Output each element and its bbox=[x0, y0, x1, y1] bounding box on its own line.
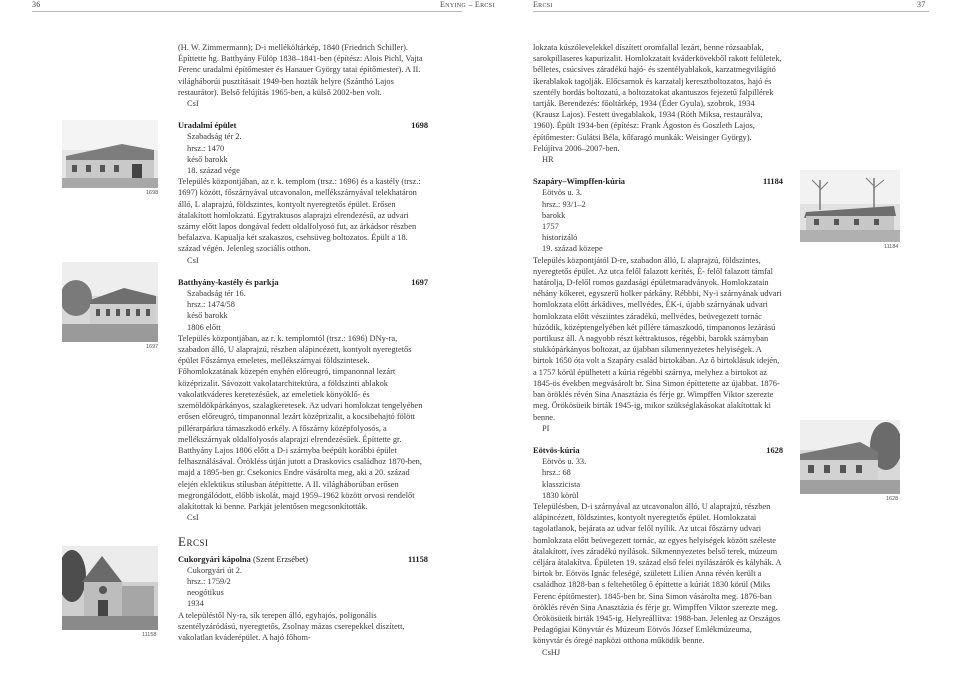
entry-hrsz: hrsz.: 1759/2 bbox=[187, 576, 231, 586]
left-text-column bbox=[178, 42, 428, 643]
photo-szapary-kuria bbox=[800, 170, 900, 242]
entry-eotvos-heading bbox=[533, 445, 783, 456]
intro-signature: CsI bbox=[187, 99, 199, 109]
entry-description: A településtől Ny-ra, sík terepen álló, egyhajós, poligonális szentélyzáródású, nyeregtetős, Zsolnay mázas cserepekkel díszített, vakolatlan kváderépület. A hajó főhom- bbox=[178, 610, 405, 642]
caption-1697: 1697 bbox=[146, 344, 159, 350]
photo-uradalmi-epulet bbox=[62, 120, 158, 188]
entry-date-2: 19. század közepe bbox=[542, 244, 603, 254]
entry-description: Település központjában, az r. k. templom (trsz.: 1696) és a kastély (trsz.: 1697) között, főszárnyával utcavonalon, mellékszárnyával telekhatáron álló, L alaprajzú, földszintes, kontyolt nyeregtetős épület. Erősen átalakított homlokzatú. Egytraktusos alaprajzi elrendezésű, az udvari szárny előtt lapos dongával fedett oldalfolyosó fut, az árkádsor részben befalazva. Kapualja két szakaszos, csehsüveg boltozatos. Épült a 18. század végén. Jelenleg szociális otthon. bbox=[178, 177, 421, 254]
entry-date: 1830 körül bbox=[542, 490, 579, 500]
left-header-rule bbox=[32, 11, 462, 12]
entry-style: barokk bbox=[542, 210, 566, 220]
entry-number: 11158 bbox=[407, 554, 428, 564]
entry-hrsz: hrsz.: 1474/58 bbox=[187, 300, 235, 310]
entry-address: Szabadság tér 2. bbox=[187, 132, 242, 142]
entry-style: klasszicista bbox=[542, 479, 581, 489]
right-running-head: Ercsi bbox=[533, 0, 553, 9]
entry-signature: CsI bbox=[187, 255, 199, 265]
entry-signature: CsHJ bbox=[542, 647, 561, 657]
entry-hrsz: hrsz.: 68 bbox=[542, 468, 571, 478]
entry-kastely-heading bbox=[178, 277, 428, 288]
entry-subtitle: (Szent Erzsébet) bbox=[252, 554, 309, 564]
entry-title: Uradalmi épület bbox=[178, 121, 237, 131]
entry-hrsz: hrsz.: 1470 bbox=[187, 143, 225, 153]
entry-address: Eötvös u. 3. bbox=[542, 188, 583, 198]
right-text-column bbox=[533, 42, 783, 658]
right-header-rule bbox=[533, 11, 929, 12]
continued-text: lokzata kúszólevelekkel díszített oromfallal lezárt, benne rózsaablak, sarokpillaseres kapurizalit. Homlokzatait kváderkövekből rakott felületek, bélletes, csúcsíves záradékú hajó- és szentélyablakok, karzatmegvilágító íkerablakok tagolják. Előcsarnok és karzatalj keresztboltozatos, hajó és szentély bordás boltozatú, a boltozatokat akantuszos fejezetű falpillérek tartják. Berendezés: főoltárkép, 1934 (Éder Gyula), szobrok, 1934 (Krausz Lajos). Festett üvegablakok, 1934 (Róth Miksa, restaurálva, 1960). Épült 1934-ben (építész: Frank Ágoston és Goszleth Lajos, építőmester: Gulátsi Béla, kőfaragó munkák: Weisinger György). Felújítva 2006–2007-ben. bbox=[533, 43, 782, 153]
caption-1628: 1628 bbox=[886, 496, 899, 502]
photo-cukorgyari-kapolna bbox=[62, 546, 158, 630]
entry-kapolna-heading bbox=[178, 554, 428, 565]
left-running-head: Enying – Ercsi bbox=[440, 0, 495, 9]
entry-date: 1934 bbox=[187, 599, 204, 609]
entry-date: 1806 előtt bbox=[187, 322, 221, 332]
entry-szapary-heading bbox=[533, 176, 783, 187]
entry-title: Eötvös-kúria bbox=[533, 445, 580, 455]
continued-signature: HR bbox=[542, 155, 554, 165]
entry-number: 1628 bbox=[766, 445, 783, 455]
left-page-number: 36 bbox=[32, 0, 41, 9]
photo-batthyany-kastely bbox=[62, 262, 158, 342]
entry-address: Cukorgyári út 2. bbox=[187, 565, 242, 575]
entry-number: 11184 bbox=[762, 177, 783, 187]
entry-date: 18. század vége bbox=[187, 166, 240, 176]
caption-11158: 11158 bbox=[142, 632, 157, 638]
entry-description: Település központjától D-re, szabadon álló, L alaprajzú, földszintes, nyeregtetős épület. Az utca felől falazott kerítés, É- felől falazott támfal határolja, D-felől romos gazdasági épületmaradványok. Homlokzatain néhány kőkeret, egyszerű holker párkány. Rébbbi, Ny-i szárnyának udvari homlokzata előtt árkádives, mellvédes, ÉK-i, újabb szárnyának udvari homlokzata előtt vésziintes záradékú, mellvédes, beüvegezett tornác húzódik, középtengelyében két pillére támaszkodó, timpanonos lezárású portikusz áll. A nagyobb részt kéttraktusos, régebbi, barokk szárnyban stukkópárkányos boltozat, az újabban síkmennyezetes helyiségek. A birtok 1650 óta volt a Szapáry család birtokában. Az ő birtoklásuk idején, a 1757 körül épülhetett a kúria régebbi szárnya, melyhez a birtokot az 1845-ös években megvásárolt br. Sina Simon építtetette az újabbat. 1876-ban öröklés révén Sina Anasztázia és férje gr. Wimpffen Viktor szerezte meg. Örökösüeik birták 1945-ig, mikor szükséglakásokat alakítottak ki benne. bbox=[533, 255, 782, 422]
entry-style: késő barokk bbox=[187, 154, 228, 164]
entry-signature: CsI bbox=[187, 513, 199, 523]
entry-address: Szabadság tér 16. bbox=[187, 289, 246, 299]
caption-1698: 1698 bbox=[146, 190, 159, 196]
entry-number: 1697 bbox=[411, 277, 428, 287]
entry-title: Cukorgyári kápolna bbox=[178, 554, 251, 564]
entry-number: 1698 bbox=[411, 121, 428, 131]
photo-eotvos-kuria bbox=[800, 420, 900, 494]
entry-description: Településben, D-i szárnyával az utcavonalon álló, U alaprajzú, részben alápincézett, földszintes, kontyolt nyeregtetős épület. Homlokzatai tagolatlanok, bejárata az udvar felől nyílik. Az utcai főszárny udvari homlokzata előtt beüvegezett tornác, az egyes helyiségek között széleste átalakított, íves záradékú nyílások. Síkmennyezetes belső terek, múzeum céljára átalakítva. Épületen 19. század első felei nyílászárók és kályhák. A birtok br. Eötvös Ignác feleségé, született Lilien Anna révén került a családhoz 1828-ban s feltehetőleg ő építtette a kúriát 1830 körül (Miks Ferenc építőmester). 1845-ben br. Sina Simon vásárolta meg. 1876-ban öröklés révén Sina Anasztázia és férje gr. Wimpffen Viktor szerezte meg. Örökösüeik birták 1945-ig. Helyreállítva: 1988-ban. Jelenleg az Országos Pedagógiai Könyvtár és Múzeum Eötvös József Emlékmúzeuma, könyvtár és óregé napközi otthona működik benne. bbox=[533, 501, 782, 646]
entry-style: késő barokk bbox=[187, 311, 228, 321]
entry-style-2: historizáló bbox=[542, 233, 578, 243]
section-title: Ercsi bbox=[178, 534, 209, 550]
entry-signature: PI bbox=[542, 423, 550, 433]
caption-11184: 11184 bbox=[884, 244, 899, 250]
entry-date: 1757 bbox=[542, 222, 559, 232]
entry-hrsz: hrsz.: 93/1–2 bbox=[542, 199, 586, 209]
entry-address: Eötvös u. 33. bbox=[542, 457, 587, 467]
intro-text: (H. W. Zimmermann); D-i melléköltárkép, 1840 (Friedrich Schiller). Építtette hg. Batthyány Fülöp 1838–1841-ben (építész: Alois Pichl, Vajta Ferenc uradalmi építőmester és Hanauer György tatai építőmester). A II. világháborúi pusztításait 1949-ben hozták helyre (Szánthó Lajos restaurátor). Belső felújítás 1965-ben, a külső 2002-ben volt. bbox=[178, 43, 423, 97]
entry-title-group bbox=[178, 554, 308, 565]
right-page-number: 37 bbox=[917, 0, 926, 9]
entry-title: Batthyány-kastély és parkja bbox=[178, 277, 279, 287]
entry-description: Település központjában, az r. k. templomtól (trsz.: 1696) DNy-ra, szabadon álló, U alaprajzú, részben alápincézett, kontyolt nyeregtetős épület Főszárnya emeletes, mellékszárnyai földszintesek. Főhomlokzatának közepén enyhén előreugró, timpanonnal lezárt középrizalit. Sávozott vakolatarchitektúra, a földszinti ablakok vakolatkváderes keretezésűek, az emeletiek könyöklő- és szemöldökpárkányos, szalagkeretesek. Az udvari homlokzat tengelyében erősen előreugró, timpanonnal lezárt középrizalit, a kocsibehajtó fölött pillérarpárkra támaszkodó erkély. A főszárny középfolyosós, a mellékszárnyak oldalfolyosós alaprajzi elrendezésűek. Építtette gr. Batthyány Lajos 1806 előtt a D-i szárnyba beépült korábbi épület felhasználásával. Örökléss útján jutott a Draskovics családhoz 1870-ben, majd a 1895-ben gr. Csekonics Endre vásárolta meg, aki a 20. század elején eklektikus stílusban átépíttette. A II. világháborúban erősen megrongálódott, előbb iskolát, majd 1959–1962 között orvosi rendelőt alakítottak ki benne. Parkját jelentősen megcsonkították. bbox=[178, 333, 423, 511]
entry-uradalmi-heading bbox=[178, 120, 428, 131]
entry-style: neogótikus bbox=[187, 588, 224, 598]
entry-title: Szapáry–Wimpffen-kúria bbox=[533, 177, 625, 187]
